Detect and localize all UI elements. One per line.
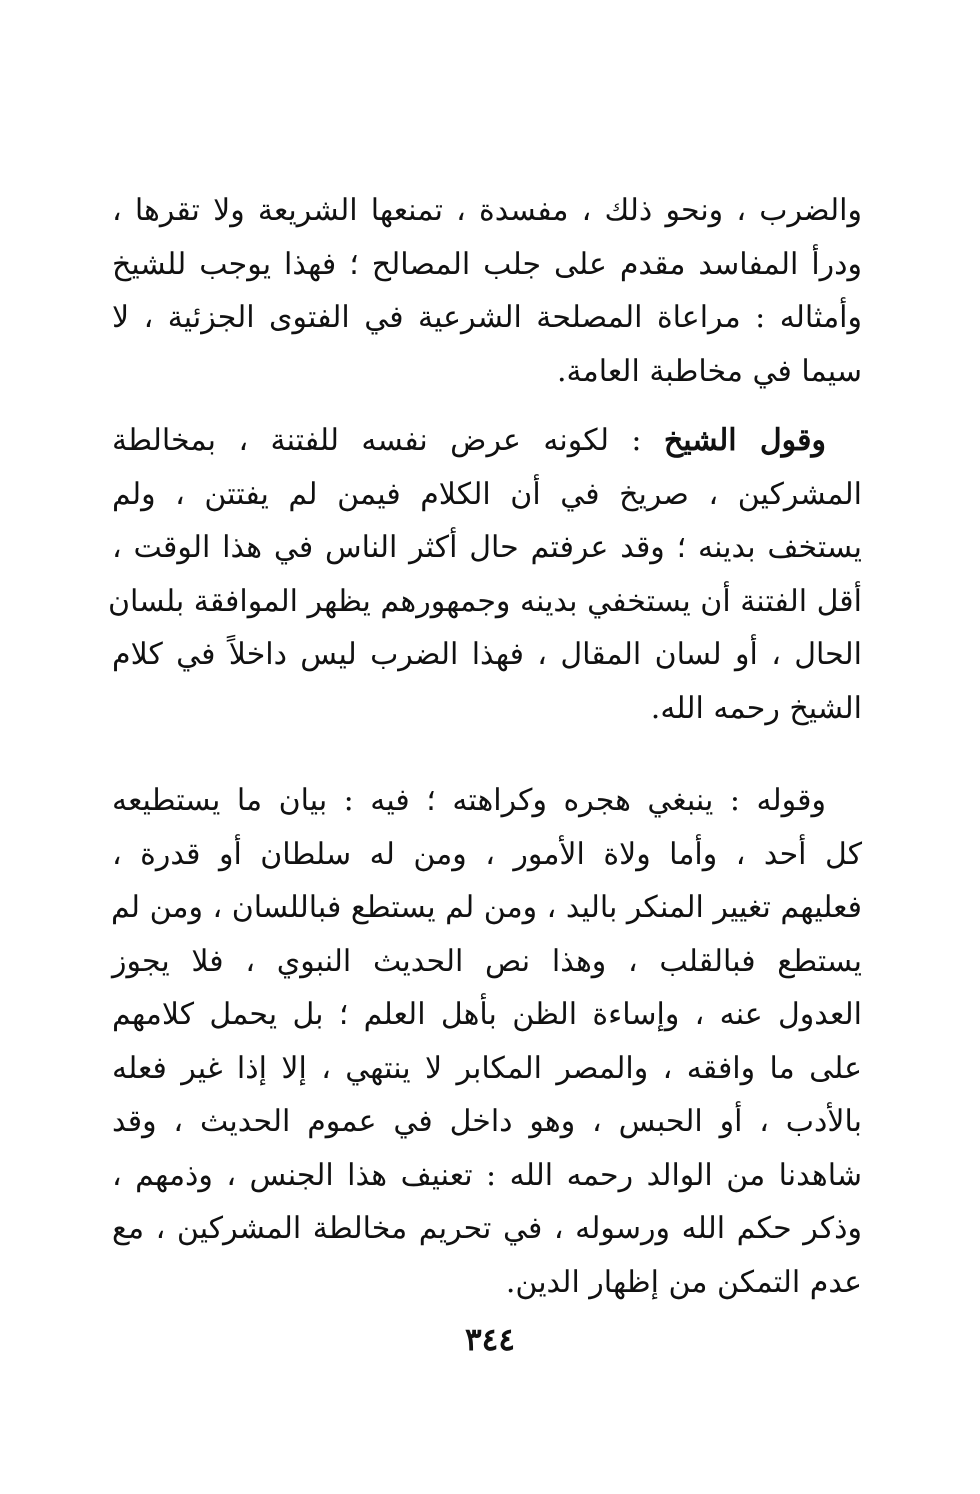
- text-line: أقل الفتنة أن يستخفي بدينه وجمهورهم يظهر الموافقة بلسان: [108, 583, 862, 619]
- paragraph-3: [112, 774, 862, 1309]
- text-line: على ما وافقه ، والمصر المكابر لا ينتهي ، إلا إذا غير فعله: [112, 1050, 862, 1086]
- text-line: كل أحد ، وأما ولاة الأمور ، ومن له سلطان أو قدرة ،: [112, 836, 862, 872]
- text-line: ودرأ المفاسد مقدم على جلب المصالح ؛ فهذا يوجب للشيخ: [112, 246, 862, 282]
- text-line: يستخف بدينه ؛ وقد عرفتم حال أكثر الناس في هذا الوقت ،: [112, 530, 863, 565]
- first-line-text: وقوله : ينبغي هجره وكراهته ؛ فيه : بيان ما يستطيعه: [112, 783, 826, 818]
- text-line: وذكر حكم الله ورسوله ، في تحريم مخالطة المشركين ، مع: [112, 1211, 862, 1246]
- text-line: وأمثاله : مراعاة المصلحة الشرعية في الفتوى الجزئية ، لا: [112, 300, 862, 335]
- text-line: الشيخ رحمه الله.: [650, 690, 862, 726]
- page-number: ٣٤٤: [465, 1322, 515, 1358]
- text-line: شاهدنا من الوالد رحمه الله : تعنيف هذا الجنس ، وذمهم ،: [112, 1157, 862, 1193]
- paragraph-1: [112, 184, 862, 398]
- text-line: العدول عنه ، وإساءة الظن بأهل العلم ؛ بل يحمل كلامهم: [112, 997, 862, 1032]
- first-line-rest: : لكونه عرض نفسه للفتنة ، بمخالطة: [112, 423, 664, 458]
- bold-lead-text: وقول الشيخ: [663, 423, 826, 458]
- text-line: والضرب ، ونحو ذلك ، مفسدة ، تمنعها الشريعة ولا تقرها ،: [112, 193, 862, 228]
- text-line: يستطع فبالقلب ، وهذا نص الحديث النبوي ، فلا يجوز: [112, 943, 862, 979]
- text-line: عدم التمكن من إظهار الدين.: [505, 1264, 862, 1300]
- text-line: المشركين ، صريخ في أن الكلام فيمن لم يفتتن ، ولم: [112, 476, 862, 512]
- text-line-first: [112, 774, 862, 828]
- text-line: بالأدب ، أو الحبس ، وهو داخل في عموم الحديث ، وقد: [112, 1104, 862, 1139]
- text-line: سيما في مخاطبة العامة.: [557, 353, 862, 389]
- text-line: فعليهم تغيير المنكر باليد ، ومن لم يستطع فباللسان ، ومن لم: [110, 890, 862, 925]
- paragraph-2: [108, 414, 863, 735]
- text-line-first: [112, 414, 862, 468]
- text-line: الحال ، أو لسان المقال ، فهذا الضرب ليس داخلاً في كلام: [112, 637, 862, 672]
